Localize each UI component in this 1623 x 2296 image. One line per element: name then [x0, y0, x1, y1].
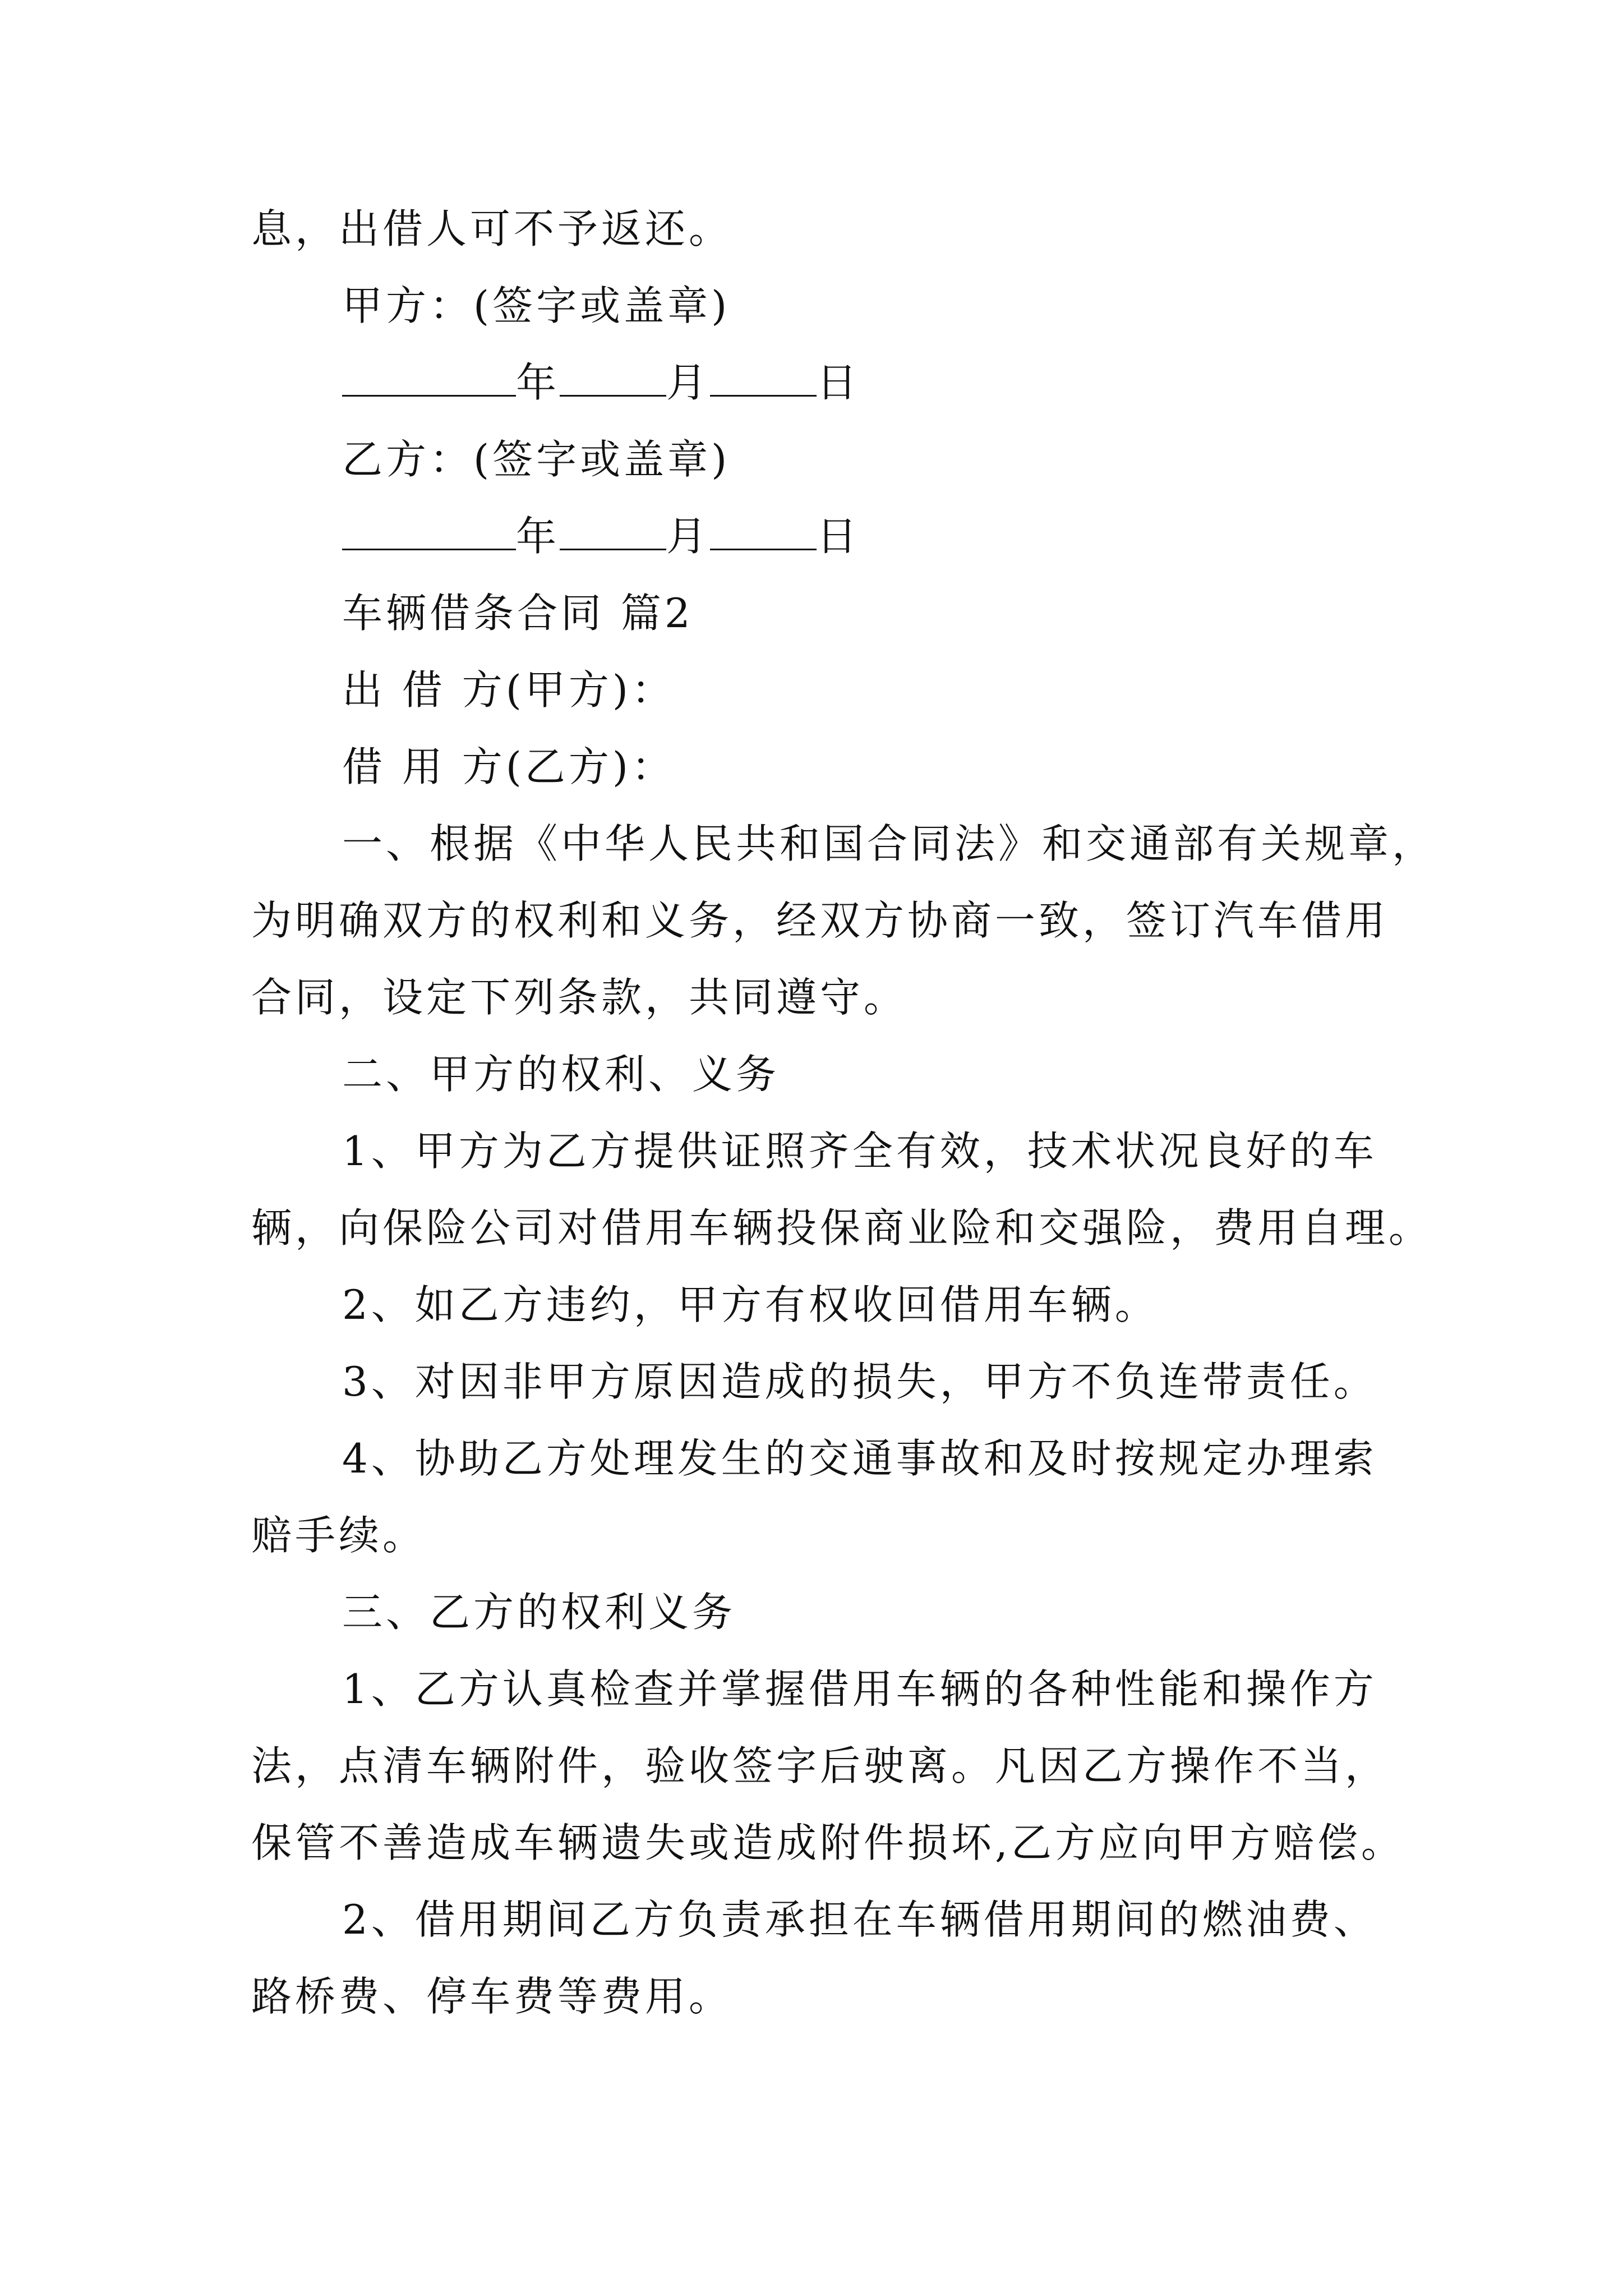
- section-heading: [251, 1036, 1378, 1113]
- text-line: [251, 1420, 1378, 1497]
- day-label: 日: [817, 359, 861, 406]
- year-label: 年: [516, 513, 560, 560]
- line-text: 三、乙方的权利义务: [342, 1589, 736, 1636]
- text-line: [251, 1113, 1378, 1190]
- lender-line: [251, 652, 1378, 729]
- line-text: 甲方：(签字或盖章): [342, 282, 731, 329]
- text-line: [251, 1805, 1405, 1881]
- text-line: [251, 806, 1436, 882]
- text-line: [251, 1958, 1378, 2035]
- line-text: 出 借 方(甲方)：: [342, 666, 675, 714]
- party-b-date-line: [251, 498, 1378, 575]
- line-text: 2、如乙方违约，甲方有权收回借用车辆。: [342, 1281, 1159, 1328]
- line-text: 一、根据《中华人民共和国合同法》和交通部有关规章，: [342, 820, 1436, 867]
- line-text: 乙方：(签字或盖章): [342, 436, 731, 483]
- borrower-line: [251, 729, 1378, 806]
- line-text: 为明确双方的权利和义务，经双方协商一致，签订汽车借用: [251, 897, 1389, 944]
- day-blank: [710, 508, 817, 550]
- month-label: 月: [666, 513, 711, 560]
- day-blank: [710, 355, 817, 397]
- line-text: 保管不善造成车辆遗失或造成附件损坏,乙方应向甲方赔偿。: [251, 1819, 1405, 1866]
- text-line: [251, 1881, 1378, 1958]
- year-label: 年: [516, 359, 560, 406]
- day-label: 日: [817, 513, 861, 560]
- line-text: 借 用 方(乙方)：: [342, 743, 675, 790]
- text-line: [251, 959, 1378, 1036]
- contract-text: [251, 191, 1436, 2035]
- line-text: 3、对因非甲方原因造成的损失，甲方不负连带责任。: [342, 1358, 1377, 1405]
- line-text: 合同，设定下列条款，共同遵守。: [251, 974, 908, 1021]
- text-line: [251, 1343, 1378, 1420]
- line-text: 赔手续。: [251, 1512, 427, 1559]
- line-text: 4、协助乙方处理发生的交通事故和及时按规定办理索: [342, 1435, 1377, 1482]
- month-blank: [560, 355, 666, 397]
- year-blank: [342, 508, 516, 550]
- text-line: [251, 1190, 1433, 1267]
- line-text: 1、甲方为乙方提供证照齐全有效，技术状况良好的车: [342, 1128, 1377, 1175]
- party-b-signature-line: [251, 421, 1378, 498]
- line-text: 2、借用期间乙方负责承担在车辆借用期间的燃油费、: [342, 1896, 1377, 1943]
- month-label: 月: [666, 359, 711, 406]
- line-text: 1、乙方认真检查并掌握借用车辆的各种性能和操作方: [342, 1665, 1377, 1713]
- line-text: 路桥费、停车费等费用。: [251, 1973, 733, 2020]
- party-a-date-line: [251, 344, 1378, 421]
- line-text: 车辆借条合同 篇2: [342, 590, 694, 637]
- text-line: [251, 1728, 1389, 1805]
- line-text: 二、甲方的权利、义务: [342, 1051, 780, 1098]
- text-line: [251, 191, 1378, 268]
- party-a-signature-line: [251, 268, 1378, 344]
- section-title: [251, 575, 1378, 652]
- text-line: [251, 1651, 1378, 1728]
- line-text: 息，出借人可不予返还。: [251, 205, 733, 252]
- line-text: 辆，向保险公司对借用车辆投保商业险和交强险，费用自理。: [251, 1204, 1433, 1251]
- month-blank: [560, 508, 666, 550]
- text-line: [251, 1267, 1378, 1343]
- text-line: [251, 882, 1389, 959]
- year-blank: [342, 355, 516, 397]
- section-heading: [251, 1574, 1378, 1651]
- text-line: [251, 1497, 1378, 1574]
- line-text: 法，点清车辆附件，验收签字后驶离。凡因乙方操作不当，: [251, 1742, 1389, 1789]
